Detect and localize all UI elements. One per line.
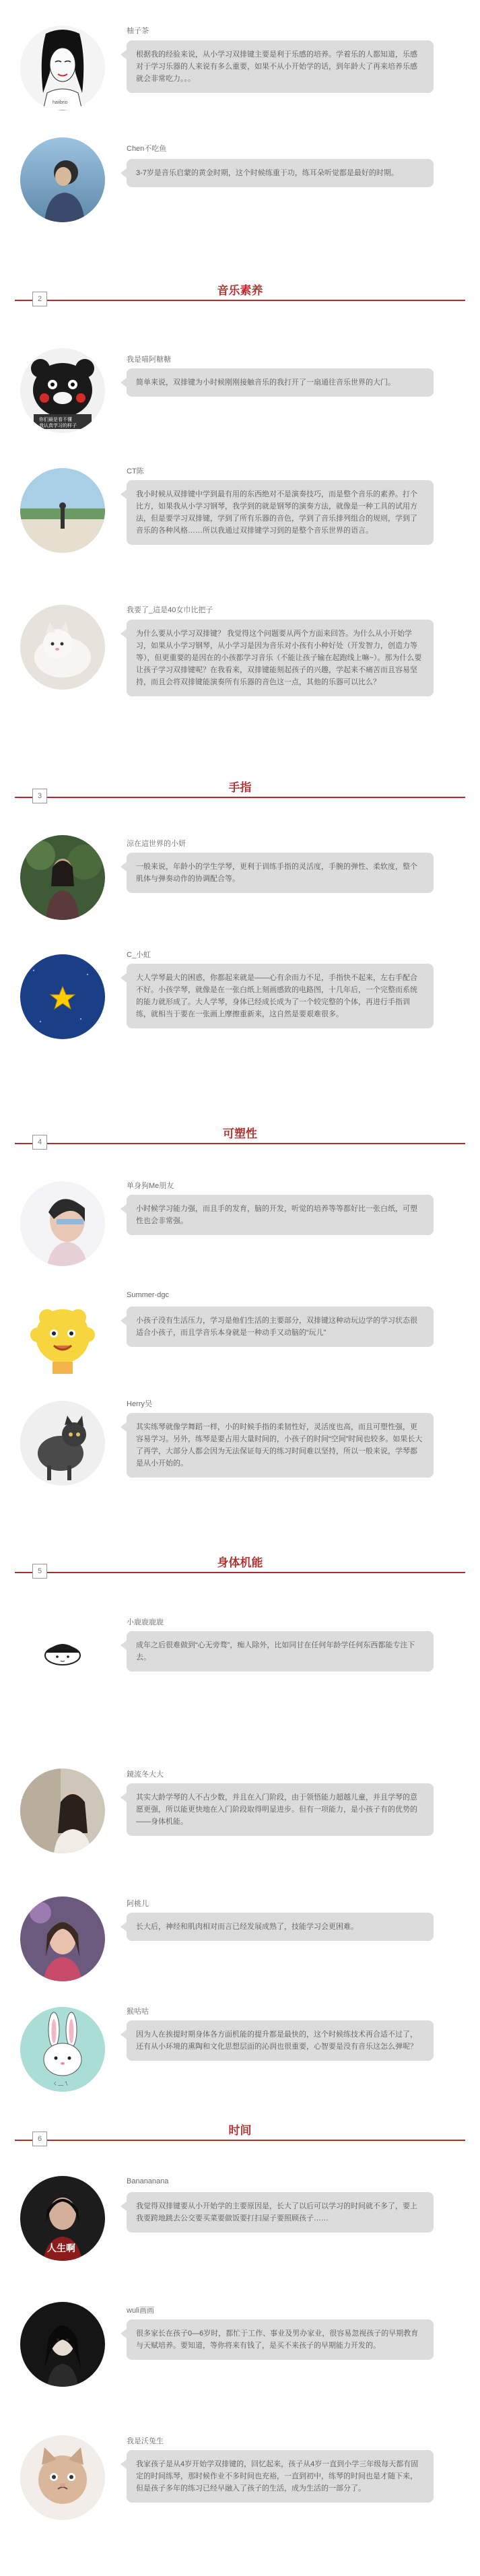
section-number: 6 <box>32 2132 47 2146</box>
comment-bubble: 根据我的经验来说，从小学习双排键主要是利于乐感的培养。学着乐的人都知道，乐感对于学习乐器的人来说有多么重要，如果不从小开始学的话，到年龄大了再来培养乐感就会非常吃力。。。 <box>127 40 434 93</box>
section-number: 3 <box>32 789 47 803</box>
svg-text:haiibrio: haiibrio <box>53 100 68 105</box>
username: 涼在這世界的小妍 <box>127 840 186 848</box>
section-header <box>0 1127 480 1158</box>
comment-item <box>0 834 480 945</box>
avatar[interactable] <box>20 137 105 222</box>
avatar[interactable] <box>20 954 105 1039</box>
comment-bubble: 因为人在挨提时期身体各方面机能的提升都是最快的，这个时候练技术再合适不过了，还有从小环境的熏陶和文化思想层面的沁润也很重要，心智要是没有音乐这怎么弹呢？ <box>127 2020 434 2061</box>
comment-bubble: 其实练琴就像学舞蹈一样，小的时候手指的柔韧性好，灵活度也高，而且可塑性强，更容易学习。另外，练琴是要占用大量时间的，小孩子的时间“空间”时间也较多。如果长大了再学，大部分人都会因为无法保证每天的练习时间难以坚持，所以一般来说，学琴都是从小开始的。 <box>127 1413 434 1478</box>
username: 我是喵阿糖糖 <box>127 356 171 364</box>
section-title: 手指 <box>222 781 259 794</box>
avatar[interactable] <box>20 1769 105 1853</box>
comment-bubble: 我觉得双排键要从小开始学的主要原因是，长大了以后可以学习的时间就不多了，要上我要跨地跳去公交要买菜要做饭要打扫屋子要照顾孩子…… <box>127 2192 434 2233</box>
section-divider <box>15 300 465 301</box>
section-title: 时间 <box>222 2124 259 2137</box>
username: wuli画画 <box>127 2307 154 2315</box>
comment-bubble: 我家孩子是从4岁开始学双排键的，回忆起来，孩子从4岁一直到小学三年级每天都有固定的时间练琴，那时候作业不多时间也充裕，一直到初中，练琴的时间也是才随下来，但是孩子多年的练习已经早融入了孩子的生活，成为生活的一部分了。 <box>127 2450 434 2503</box>
section-number: 4 <box>32 1135 47 1150</box>
comment-bubble: 3-7岁是音乐启蒙的黄金时期，这个时候练重于功，练耳朵听觉都是最好的时期。 <box>127 159 434 187</box>
section-divider <box>15 1143 465 1144</box>
avatar[interactable] <box>20 348 105 433</box>
username: CT陈 <box>127 467 144 475</box>
avatar[interactable] <box>20 1896 105 1981</box>
section-header <box>0 284 480 315</box>
comment-item <box>0 340 480 461</box>
comment-item <box>0 2000 480 2121</box>
avatar[interactable] <box>20 1611 105 1696</box>
section-divider <box>15 2140 465 2141</box>
comment-bubble: 小时候学习能力强，而且手的发育，脑的开发，听觉的培养等等都好比一张白纸，可塑性也会非常强。 <box>127 1195 434 1235</box>
username: Chen不吃鱼 <box>127 145 167 153</box>
comment-bubble: 小孩子没有生活压力，学习是他们生活的主要部分，双排键这种动玩边学的学习状态很适合小孩子，而且学音乐本身就是一种动手又动脑的“玩儿” <box>127 1307 434 1347</box>
username: Herry吴 <box>127 1400 152 1408</box>
svg-text:人生啊: 人生啊 <box>47 2243 75 2253</box>
avatar[interactable] <box>20 1401 105 1486</box>
avatar[interactable] <box>20 2435 105 2520</box>
comment-bubble: 长大后，神经和肌肉相对而言已经发展成熟了，技能学习会更困难。 <box>127 1913 434 1941</box>
avatar[interactable] <box>20 468 105 553</box>
comment-item <box>0 461 480 599</box>
section-header <box>0 781 480 812</box>
avatar[interactable] <box>20 2007 105 2092</box>
avatar[interactable] <box>20 835 105 920</box>
username: Summer-dgc <box>127 1291 169 1299</box>
comment-item <box>0 2172 480 2297</box>
comment-bubble: 简单来说，双排键为小时候刚刚接触音乐的我打开了一扇通往音乐世界的大门。 <box>127 368 434 397</box>
comment-item <box>0 2431 480 2576</box>
section-title: 音乐素养 <box>211 284 270 297</box>
comment-item <box>0 1603 480 1764</box>
comment-bubble: 成年之后很难做到“心无旁骛”，痴人除外，比如同甘在任何年龄学任何东西都能专注下去。 <box>127 1631 434 1672</box>
avatar[interactable] <box>20 2176 105 2261</box>
username: 猴咕咕 <box>127 2008 149 2016</box>
svg-text:我认真学习的样子: 我认真学习的样子 <box>39 424 77 428</box>
comment-item <box>0 1172 480 1286</box>
username: Banananana <box>127 2177 169 2185</box>
section-header <box>0 2124 480 2155</box>
section-number: 2 <box>32 292 47 306</box>
username: 阿桃儿 <box>127 1900 149 1908</box>
section-divider <box>15 1572 465 1573</box>
avatar[interactable] <box>20 1181 105 1266</box>
comment-bubble: 我小时候从双排键中学到最有用的东西绝对不是演奏技巧，而是整个音乐的素养。打个比方，如果我从小学习钢琴，我学到的就是钢琴的演奏方法，就像是一种工具的试用方法，但是要学习双排键，学到了所有乐器的音色，学到了音乐排列组合的规则，学到了音乐的各种风格……所以我通过双排键学习到的是整个音乐世界的语言。 <box>127 480 434 545</box>
comment-item <box>0 1892 480 2000</box>
comment-item <box>0 0 480 135</box>
comment-bubble: 一般来说，年龄小的学生学琴，更利于训练手指的灵活度，手腕的弹性、柔软度，整个肌体与弹奏动作的协调配合等。 <box>127 853 434 893</box>
username: C_小虹 <box>127 951 151 959</box>
comment-item <box>0 135 480 263</box>
section-header <box>0 1556 480 1587</box>
comment-item <box>0 945 480 1107</box>
comment-item <box>0 1286 480 1394</box>
comment-item <box>0 1764 480 1892</box>
username: 柚子茶 <box>127 27 149 35</box>
avatar[interactable] <box>20 1294 105 1379</box>
avatar[interactable] <box>20 2302 105 2387</box>
comment-bubble: 很多家长在孩子0—6岁时，都忙于工作、事业及男办家业，很容易忽视孩子的早期教育与天赋培养。要知道，等你将来有钱了，是买不来孩子的早期能力开发的。 <box>127 2319 434 2360</box>
username: 我要了_這是40女巾比把子 <box>127 606 213 614</box>
username: 单身狗Me朋友 <box>127 1182 174 1190</box>
section-divider <box>15 797 465 798</box>
avatar[interactable] <box>20 605 105 690</box>
comment-bubble: 其实大龄学琴的人不占少数，并且在入门阶段，由于领悟能力超越儿童，并且学琴的意愿更强，所以能更快地在入门阶段取得明显进步。但有一项能力，是小孩子有的优势的——身体机能。 <box>127 1783 434 1836</box>
username: 小鹿鹿鹿鹿 <box>127 1618 164 1626</box>
svg-text:ㄑ﹏ㄟ: ㄑ﹏ㄟ <box>53 2080 69 2086</box>
comment-bubble: 为什么要从小学习双排键？ 我觉得这个问题要从两个方面来回答。为什么从小开始学习，如果从小学习钢琴，从小学习是因为音乐对小孩有小种好处（开发智力，创造力等等），但更重要的是因在的小孩都学习音乐（不能让孩子输在起跑线上嘛~）。那为什么要让孩子学习双排键呢？在我看来，双排键能刻起孩子的兴趣，学起来不痛苦而且容易坚持，而且会将双排键能演奏所有乐器的音色这一点，其他的乐器可以比么？ <box>127 620 434 696</box>
comment-item <box>0 2297 480 2431</box>
username: 鏡流冬大大 <box>127 1771 164 1779</box>
section-title: 可塑性 <box>216 1127 264 1140</box>
section-number: 5 <box>32 1564 47 1579</box>
comment-item <box>0 1394 480 1535</box>
username: 我是沃兔生 <box>127 2437 164 2445</box>
svg-text:你们最是看不懂: 你们最是看不懂 <box>39 418 72 422</box>
comment-item <box>0 599 480 774</box>
avatar[interactable] <box>20 26 105 110</box>
comment-bubble: 大人学琴最大的困惑，你都起来就是——心有余而力不足，手指快不起来，左右手配合不好。小孩学琴，就像是在一张白纸上刻画感致的电路图，十几年后，一个完整而系统的能力就形成了。大人学琴，身体已经成长成为了一个较完整的个体，再进行手指训练，就相当于要在一张画上摩擦重新来，这自然是要艰难很多。 <box>127 964 434 1028</box>
section-title: 身体机能 <box>211 1556 270 1569</box>
